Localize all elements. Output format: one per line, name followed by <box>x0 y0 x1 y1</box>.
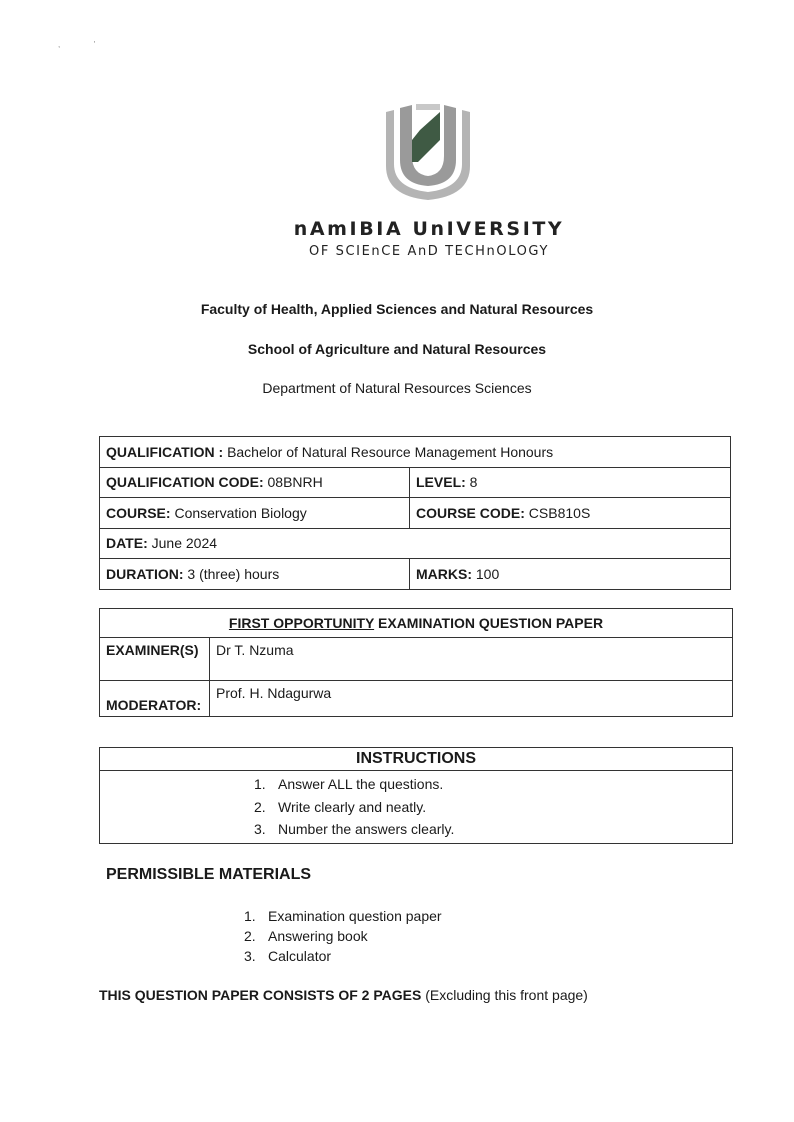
exam-title-underlined: FIRST OPPORTUNITY <box>228 615 375 631</box>
page-count-bold: THIS QUESTION PAPER CONSISTS OF 2 PAGES <box>99 987 422 1003</box>
list-text: Write clearly and neatly. <box>278 798 427 815</box>
course-row <box>100 498 731 529</box>
page-count-note <box>99 987 588 1003</box>
university-subtitle: OF SCIEnCE AnD TECHnOLOGY <box>308 244 549 259</box>
list-item <box>244 926 442 946</box>
date-row <box>100 528 731 559</box>
marks-label: MARKS: <box>416 565 472 582</box>
exam-title-row <box>100 609 733 638</box>
duration-cell <box>100 559 410 590</box>
list-number: 1. <box>244 908 256 924</box>
list-item <box>254 773 726 796</box>
list-item <box>244 946 442 966</box>
permissible-materials-list <box>244 906 442 966</box>
moderator-label: MODERATOR: <box>100 681 210 717</box>
instructions-title: INSTRUCTIONS <box>100 748 733 771</box>
qualification-cell <box>100 437 731 468</box>
course-code-label: COURSE CODE: <box>416 504 525 521</box>
list-item <box>254 796 726 819</box>
instructions-list-cell <box>100 771 733 844</box>
page-count-rest: (Excluding this front page) <box>425 987 588 1003</box>
faculty-heading: Faculty of Health, Applied Sciences and Natural Resources <box>200 301 594 317</box>
instructions-list <box>106 773 726 841</box>
qualification-row <box>100 437 731 468</box>
list-text: Answering book <box>268 928 368 944</box>
course-label: COURSE: <box>106 504 171 521</box>
list-text: Number the answers clearly. <box>278 821 455 837</box>
list-number: 3. <box>244 948 256 964</box>
duration-row <box>100 559 731 590</box>
list-number: 3. <box>254 821 266 837</box>
moderator-value: Prof. H. Ndagurwa <box>210 681 733 717</box>
qualification-label: QUALIFICATION : <box>106 443 224 460</box>
date-label: DATE: <box>106 535 148 552</box>
date-value: June 2024 <box>151 535 218 552</box>
examination-table <box>99 608 733 717</box>
school-heading: School of Agriculture and Natural Resources <box>247 341 547 357</box>
examiner-row <box>100 638 733 681</box>
examiner-label: EXAMINER(S) <box>100 638 210 681</box>
exam-title-cell <box>100 609 733 638</box>
list-text: Answer ALL the questions. <box>278 776 444 792</box>
qualification-code-label: QUALIFICATION CODE: <box>106 474 264 491</box>
qualification-table <box>99 436 731 590</box>
examiner-value: Dr T. Nzuma <box>210 638 733 681</box>
duration-label: DURATION: <box>106 565 184 582</box>
department-heading: Department of Natural Resources Sciences <box>262 380 532 396</box>
qualification-value: Bachelor of Natural Resource Management Honours <box>227 443 554 460</box>
moderator-row <box>100 681 733 717</box>
marks-value: 100 <box>475 565 500 582</box>
course-code-cell <box>410 498 731 529</box>
level-cell <box>410 467 731 498</box>
instructions-title-row <box>100 748 733 771</box>
list-text: Examination question paper <box>268 908 442 924</box>
code-cell <box>100 467 410 498</box>
course-code-value: CSB810S <box>528 504 591 521</box>
date-cell <box>100 528 731 559</box>
code-row <box>100 467 731 498</box>
level-value: 8 <box>469 474 478 491</box>
course-cell <box>100 498 410 529</box>
exam-title-rest: EXAMINATION QUESTION PAPER <box>378 615 604 631</box>
marks-cell <box>410 559 731 590</box>
duration-value: 3 (three) hours <box>187 565 280 582</box>
list-item <box>254 818 726 841</box>
list-number: 2. <box>254 798 266 815</box>
list-text: Calculator <box>268 948 332 964</box>
level-label: LEVEL: <box>416 474 466 491</box>
permissible-materials-heading: PERMISSIBLE MATERIALS <box>106 866 312 883</box>
instructions-list-row <box>100 771 733 844</box>
course-value: Conservation Biology <box>174 504 307 521</box>
university-logo-icon <box>382 104 474 200</box>
list-number: 2. <box>244 928 256 944</box>
list-item <box>244 906 442 926</box>
list-number: 1. <box>254 776 266 792</box>
university-name: nAmIBIA UnIVERSITY <box>293 218 565 240</box>
instructions-table <box>99 747 733 844</box>
scan-mark: , ' <box>58 40 96 49</box>
qualification-code-value: 08BNRH <box>267 474 323 491</box>
